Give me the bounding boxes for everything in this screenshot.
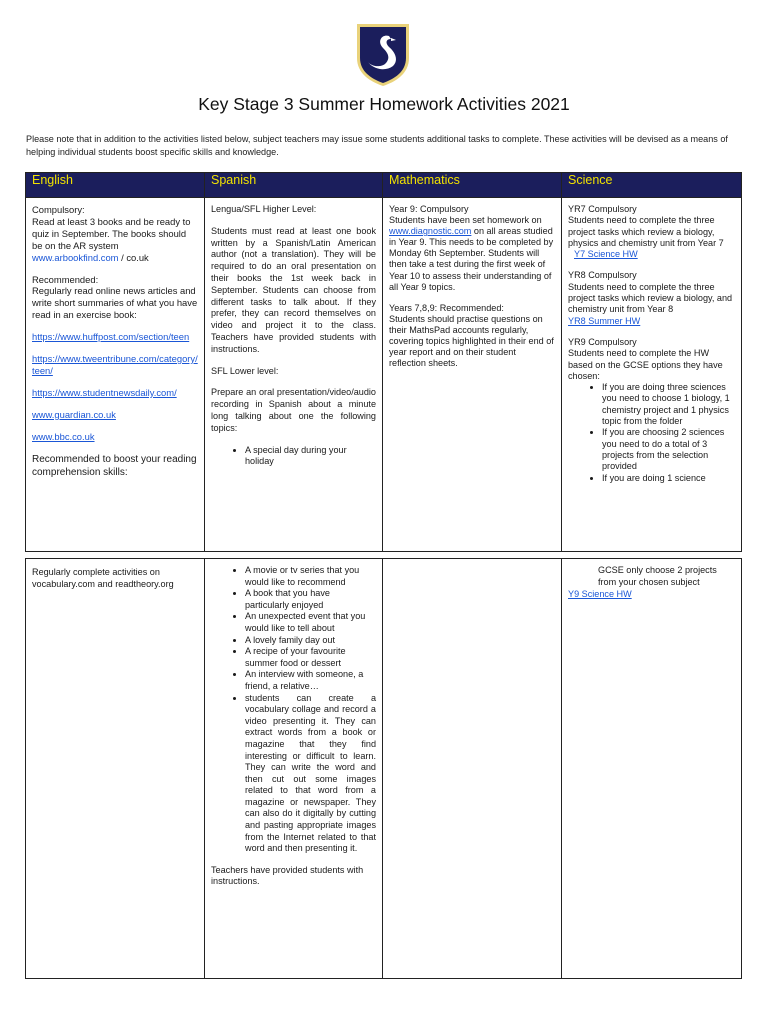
spanish-topic-item: • A movie or tv series that you would like to recommend (245, 565, 376, 588)
spanish-topic-item: • A special day during your holiday (245, 445, 376, 469)
science-continued-text: GCSE only choose 2 projects from your chosen subject (598, 565, 717, 587)
yr8-summer-hw-link[interactable]: YR8 Summer HW (568, 315, 641, 326)
spanish-topic-item: • An interview with someone, a friend, a relative… (245, 669, 376, 692)
school-crest-logo (355, 22, 411, 88)
studentnewsdaily-link[interactable]: https://www.studentnewsdaily.com/ (32, 386, 177, 398)
spanish-cell (205, 198, 383, 552)
science-yr7-label: YR7 Compulsory (568, 204, 637, 214)
spanish-topic-item: • A recipe of your favourite summer food or dessert (245, 646, 376, 669)
intro-note: Please note that in addition to the activities listed below, subject teachers may issue some students additional tasks to complete. These activities will be devised as a means of helping individual students boost specific skills and knowledge. (26, 134, 728, 157)
spanish-topic-item: • A lovely family day out (245, 635, 376, 647)
diagnostic-link[interactable]: www.diagnostic.com (389, 226, 472, 237)
spanish-higher-text: Students must read at least one book written by a Spanish/Latin American author (not a translation). They will be required to do an oral presentation on their books the 1st week back in September. Students can choose from different tasks to talk about. If they prefer, they can record themselves on video and project it to the class. Teachers have provided students with instructions. (211, 225, 376, 354)
table-header-row (26, 173, 742, 198)
header-spanish: Spanish (205, 173, 383, 198)
spanish-lower-label: SFL Lower level: (211, 365, 279, 376)
english-boost-text: Recommended to boost your reading comprehension skills: (32, 453, 197, 479)
homework-table (25, 172, 742, 552)
huffpost-link[interactable]: https://www.huffpost.com/section/teen (32, 331, 190, 343)
science-yr8-label: YR8 Compulsory (568, 270, 637, 281)
homework-table-continued (25, 558, 742, 979)
bbc-link[interactable]: www.bbc.co.uk (32, 430, 95, 442)
english-recommended-label: Recommended: (32, 273, 99, 285)
spanish-topic-item: • students can create a vocabulary collage and record a video presenting it. They can extract words from a book or magazine that they find interesting or difficult to learn. They can write the word and then cut out some images related to that word from a magazine or newspaper. They can also do it digitally by cutting and pasting appropriate images from the Internet related to that word and then presenting it. (245, 693, 376, 855)
maths-y78-text: Students should practise questions on their MathsPad accounts regularly, covering topics highlighted in their end of year report and on their student reflection sheets. (389, 313, 554, 369)
science-yr8-text: Students need to complete the three project tasks which review a biology, and chemistry unit from Year 8 (568, 281, 733, 315)
header-english: English (26, 173, 205, 198)
spanish-lower-text: Prepare an oral presentation/video/audio recording in Spanish about a minute long talking about one the following topics: (211, 387, 376, 433)
science-yr7-text: Students need to complete the three project tasks which review a biology, physics and chemistry unit from Year 7 (568, 215, 724, 248)
maths-y9-post: on all areas studied in Year 9. This needs to be completed by Monday 6th September. Students will then take a test during the first week of Year 10 to assess their understanding of all Year 9 topics. (389, 226, 554, 292)
english-cell (26, 198, 205, 552)
english-compulsory-text: Read at least 3 books and be ready to quiz in September. The books should be on the AR system (32, 215, 191, 251)
english-cell-continued (26, 559, 205, 979)
maths-y9-pre: Students have been set homework on (389, 215, 542, 226)
table-row (26, 559, 742, 979)
spanish-topic-item: • An unexpected event that you would like to tell about (245, 611, 376, 634)
spanish-topic-item: • A book that you have particularly enjoyed (245, 588, 376, 611)
maths-y9-label: Year 9: Compulsory (389, 204, 469, 214)
maths-cell-continued (383, 559, 562, 979)
english-continued-text: Regularly complete activities on vocabulary.com and readtheory.org (32, 567, 174, 589)
tweentribune-link[interactable]: https://www.tweentribune.com/category/teen/ (32, 353, 198, 376)
arbookfind-suffix: / co.uk (118, 251, 149, 263)
spanish-cell-continued (205, 559, 383, 979)
guardian-link[interactable]: www.guardian.co.uk (32, 408, 116, 420)
table-row (26, 198, 742, 552)
science-yr9-label: YR9 Compulsory (568, 336, 637, 347)
science-cell-continued (562, 559, 742, 979)
english-recommended-text: Regularly read online news articles and write short summaries of what you have read in an exercise book: (32, 285, 198, 321)
y9-science-hw-link[interactable]: Y9 Science HW (568, 588, 632, 599)
science-yr9-bullet: • If you are choosing 2 sciences you need to do a total of 3 projects from the selection provided (602, 427, 735, 472)
science-yr9-text: Students need to complete the HW based on the GCSE options they have chosen: (568, 348, 723, 381)
header-mathematics: Mathematics (383, 173, 562, 198)
science-cell (562, 198, 742, 552)
spanish-closing-text: Teachers have provided students with instructions. (211, 864, 364, 887)
arbookfind-link[interactable]: www.arbookfind.com (32, 251, 119, 263)
spanish-higher-label: Lengua/SFL Higher Level: (211, 204, 317, 214)
maths-cell (383, 198, 562, 552)
header-science: Science (562, 173, 742, 198)
page-title: Key Stage 3 Summer Homework Activities 2021 (198, 94, 570, 114)
science-yr9-bullet: • If you are doing 1 science (602, 473, 735, 484)
english-compulsory-label: Compulsory: (32, 204, 85, 215)
maths-y78-label: Years 7,8,9: Recommended: (389, 302, 504, 313)
y7-science-hw-link[interactable]: Y7 Science HW (574, 249, 638, 260)
science-yr9-bullet: • If you are doing three sciences you need to choose 1 biology, 1 chemistry project and 1 physics topic from the folder (602, 382, 735, 427)
